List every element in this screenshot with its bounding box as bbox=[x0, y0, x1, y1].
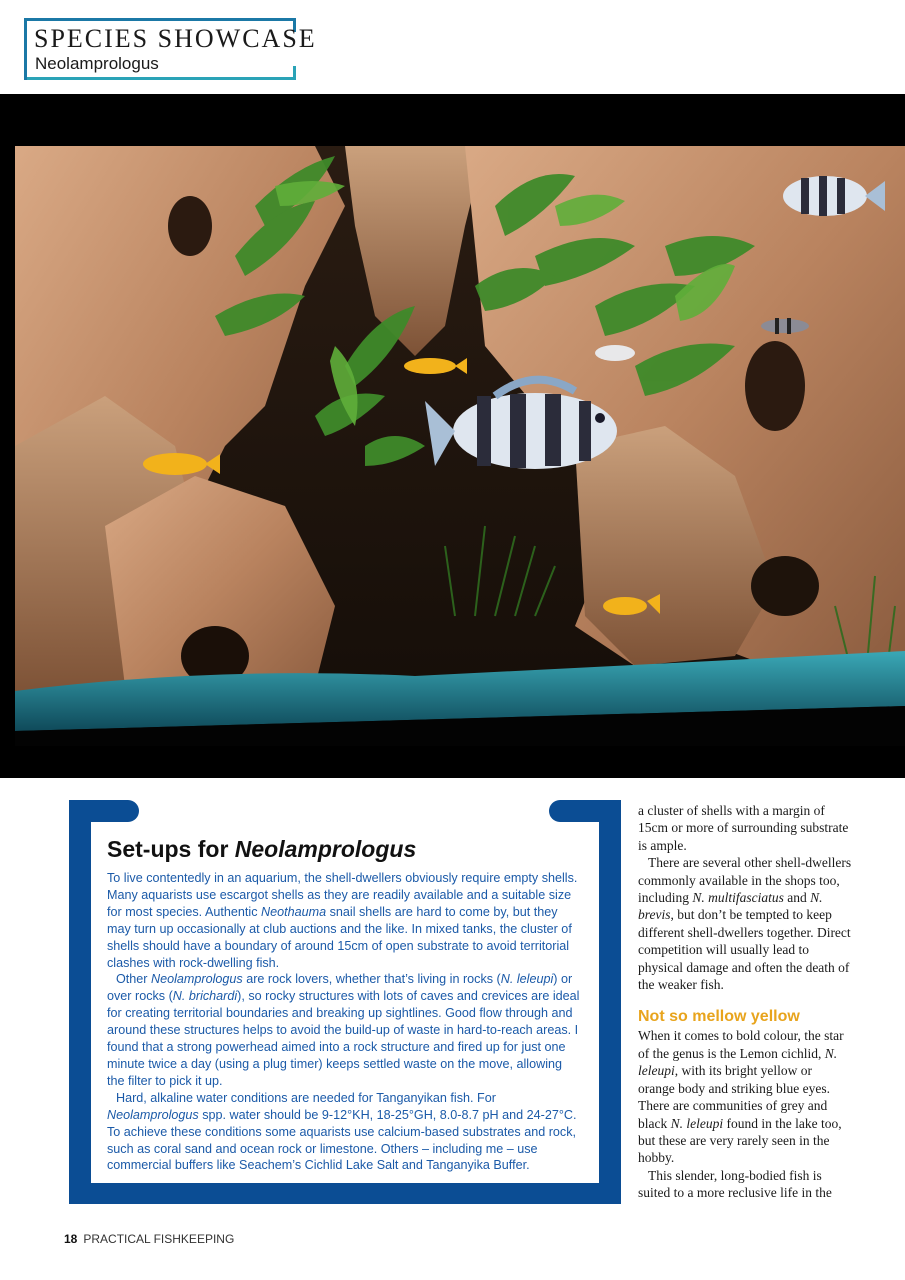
boxout-frame-bottom bbox=[69, 1183, 621, 1204]
italic-run: Neolamprologus bbox=[151, 972, 243, 987]
text-run: spp. water should be 9-12°KH, 18-25°GH, 8.0-8.7 pH and 24-27°C. To achieve these conditions some aquarists use calcium-based substrates and rock, such as coral sand and ocean rock or limestone. Others – including me – use commercial buffers like Seachem’s Cichlid Lake Salt and Tanganyika Buffer. bbox=[107, 1107, 577, 1173]
boxout-content bbox=[107, 836, 582, 1174]
page-number: 18 bbox=[64, 1232, 78, 1246]
tag-rule-left bbox=[24, 18, 27, 80]
column-paragraph-4: This slender, long-bodied fish is suited to a more reclusive life in the bbox=[638, 1167, 832, 1201]
boxout-frame-left bbox=[69, 800, 91, 1204]
italic-run: N. multifasciatus bbox=[692, 890, 784, 906]
boxout-cap-left bbox=[69, 800, 139, 822]
section-heading: Not so mellow yellow bbox=[638, 1008, 800, 1026]
column-paragraph-3 bbox=[638, 1027, 852, 1166]
text-run: ) or over rocks ( bbox=[107, 972, 573, 1004]
section-kicker: SPECIES SHOWCASE bbox=[34, 24, 317, 53]
tag-tick-right-bottom bbox=[293, 66, 296, 80]
boxout-paragraph-3 bbox=[107, 1090, 582, 1175]
tag-rule-bottom bbox=[24, 77, 296, 80]
text-run: snail shells are hard to come by, but they may turn up occasionally at club auctions and the like. In mixed tanks, the cluster of shells should have a boundary of around 15cm of open substrate to avoid territorial clashes with rock-dwelling fish. bbox=[107, 904, 572, 970]
aquarium-photo-icon bbox=[15, 146, 905, 746]
italic-run: Neothauma bbox=[261, 904, 327, 919]
column-paragraph-2 bbox=[638, 854, 852, 993]
boxout-title bbox=[107, 836, 582, 863]
section-subtitle: Neolamprologus bbox=[35, 54, 159, 73]
text-run: found in the lake too, but these are very rarely seen in the hobby. bbox=[638, 1115, 842, 1166]
text-run: When it comes to bold colour, the star of the genus is the Lemon cichlid, bbox=[638, 1028, 844, 1061]
tag-rule-top bbox=[24, 18, 296, 21]
boxout-title-prefix: Set-ups for bbox=[107, 836, 235, 862]
text-run: are rock lovers, whether that’s living in rocks ( bbox=[242, 972, 501, 987]
text-run: ), so rocky structures with lots of caves and crevices are ideal for creating territorial boundaries and breaking up sightlines. Good flow through and around these structures helps to avoid the build-up of waste in hard-to-reach areas. I found that a strong powerhead aimed into a rock structure and fired up for just one minute twice a day (using a plug timer) keeps settled waste on the move, allowing the filter to pick it up. bbox=[107, 989, 580, 1088]
text-run: , with its bright yellow or orange body and striking blue eyes. There are communities of grey and black bbox=[638, 1063, 830, 1131]
text-run: Hard, alkaline water conditions are needed for Tanganyikan fish. For bbox=[116, 1090, 496, 1105]
text-run: To live contentedly in an aquarium, the shell-dwellers obviously require empty shells. Many aquarists use escargot shells as they are readily available and a suitable size for most species. Authentic bbox=[107, 871, 578, 919]
italic-run: N. brevis bbox=[638, 890, 823, 923]
magazine-name: PRACTICAL FISHKEEPING bbox=[83, 1232, 235, 1246]
page-footer bbox=[64, 1232, 234, 1246]
italic-run: N. leleupi bbox=[638, 1045, 838, 1079]
italic-run: N. leleupi bbox=[670, 1115, 724, 1131]
text-run: Other bbox=[116, 972, 151, 987]
boxout-paragraph-1 bbox=[107, 870, 582, 971]
boxout-frame-right bbox=[599, 800, 621, 1204]
text-run: , but don’t be tempted to keep different shell-dwellers together. Direct competition will usually lead to physical damage and often the death of the weaker fish. bbox=[638, 907, 851, 993]
boxout-panel bbox=[69, 800, 621, 1204]
italic-run: N. brichardi bbox=[172, 989, 238, 1004]
body-column bbox=[638, 802, 852, 1202]
text-run: There are several other shell-dwellers commonly available in the shops too, including bbox=[638, 855, 852, 906]
text-run: and bbox=[783, 890, 811, 906]
boxout-title-italic: Neolamprologus bbox=[234, 836, 417, 862]
section-tag bbox=[24, 18, 317, 80]
boxout-paragraph-2 bbox=[107, 971, 582, 1089]
italic-run: N. leleupi bbox=[500, 972, 554, 987]
column-paragraph-1: a cluster of shells with a margin of 15cm or more of surrounding substrate is ample. bbox=[638, 803, 849, 853]
italic-run: Neolamprologus bbox=[107, 1107, 199, 1122]
boxout-cap-right bbox=[549, 800, 621, 822]
